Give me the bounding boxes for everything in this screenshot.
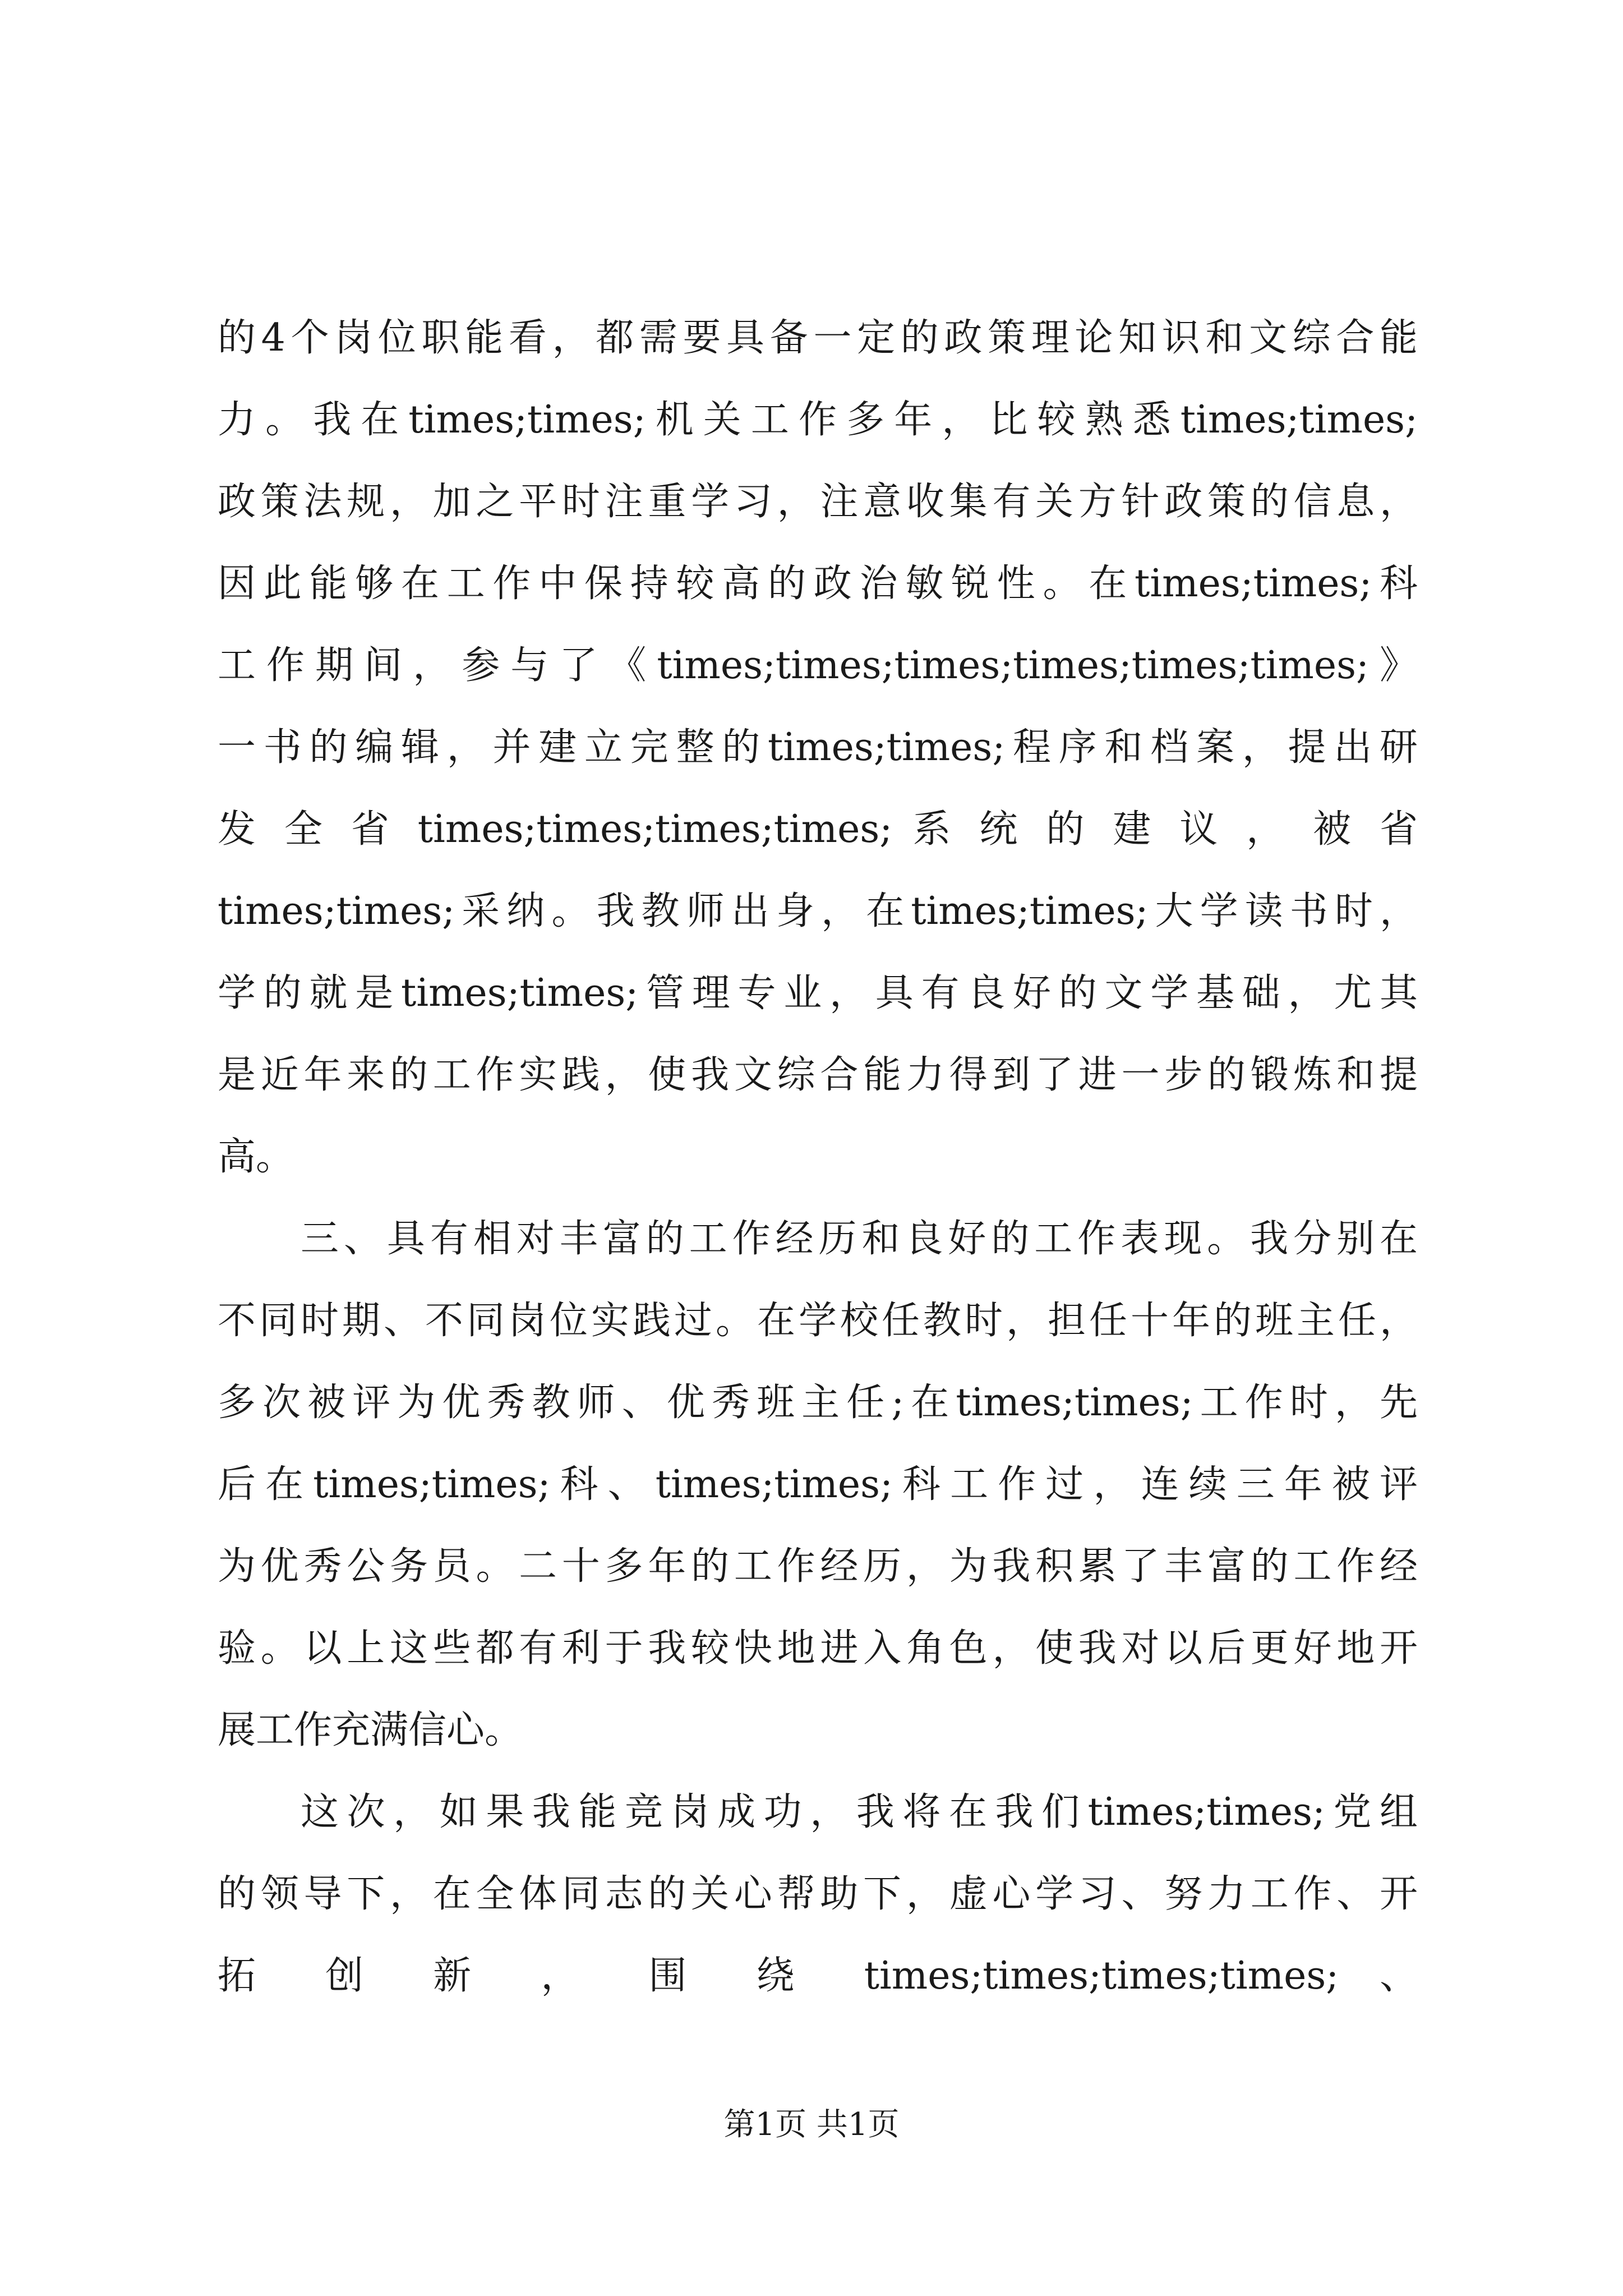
text-line: 政策法规，加之平时注重学习，注意收集有关方针政策的信息， [218, 480, 1418, 524]
text-line: 为优秀公务员。二十多年的工作经历，为我积累了丰富的工作经 [218, 1544, 1418, 1589]
text-line: 多次被评为优秀教师、优秀班主任;在times;times;工作时，先 [218, 1381, 1418, 1425]
text-line: 学的就是times;times;管理专业，具有良好的文学基础，尤其 [218, 971, 1418, 1015]
text-line: 因此能够在工作中保持较高的政治敏锐性。在times;times;科 [218, 562, 1418, 606]
text-line: 工作期间，参与了《times;times;times;times;times;times;》 [218, 643, 1418, 688]
page-footer: 第1页 共1页 [723, 2106, 900, 2143]
text-line: 的4个岗位职能看，都需要具备一定的政策理论知识和文综合能 [218, 316, 1418, 360]
text-line: 的领导下，在全体同志的关心帮助下，虚心学习、努力工作、开 [218, 1872, 1418, 1916]
text-line: 是近年来的工作实践，使我文综合能力得到了进一步的锻炼和提 [218, 1053, 1418, 1097]
text-line: 验。以上这些都有利于我较快地进入角色，使我对以后更好地开 [218, 1626, 1418, 1671]
text-line: 展工作充满信心。 [218, 1708, 523, 1752]
text-line: 一书的编辑，并建立完整的times;times;程序和档案，提出研 [218, 725, 1418, 770]
paragraph-first-line: 三、具有相对丰富的工作经历和良好的工作表现。我分别在 [301, 1217, 1418, 1261]
text-line: times;times;采纳。我教师出身，在times;times;大学读书时， [218, 889, 1418, 933]
text-line: 力。我在times;times;机关工作多年，比较熟悉times;times; [218, 398, 1418, 442]
text-line: 后在times;times;科、times;times;科工作过，连续三年被评 [218, 1462, 1418, 1507]
text-line: 高。 [218, 1135, 294, 1179]
paragraph-first-line: 这次，如果我能竞岗成功，我将在我们times;times;党组 [301, 1790, 1418, 1834]
text-line: 拓 创 新 ， 围 绕 times;times;times;times; 、 [218, 1954, 1418, 1998]
text-line: 不同时期、不同岗位实践过。在学校任教时，担任十年的班主任， [218, 1299, 1418, 1343]
text-line: 发 全 省 times;times;times;times; 系 统 的 建 议 ， 被 省 [218, 807, 1418, 852]
